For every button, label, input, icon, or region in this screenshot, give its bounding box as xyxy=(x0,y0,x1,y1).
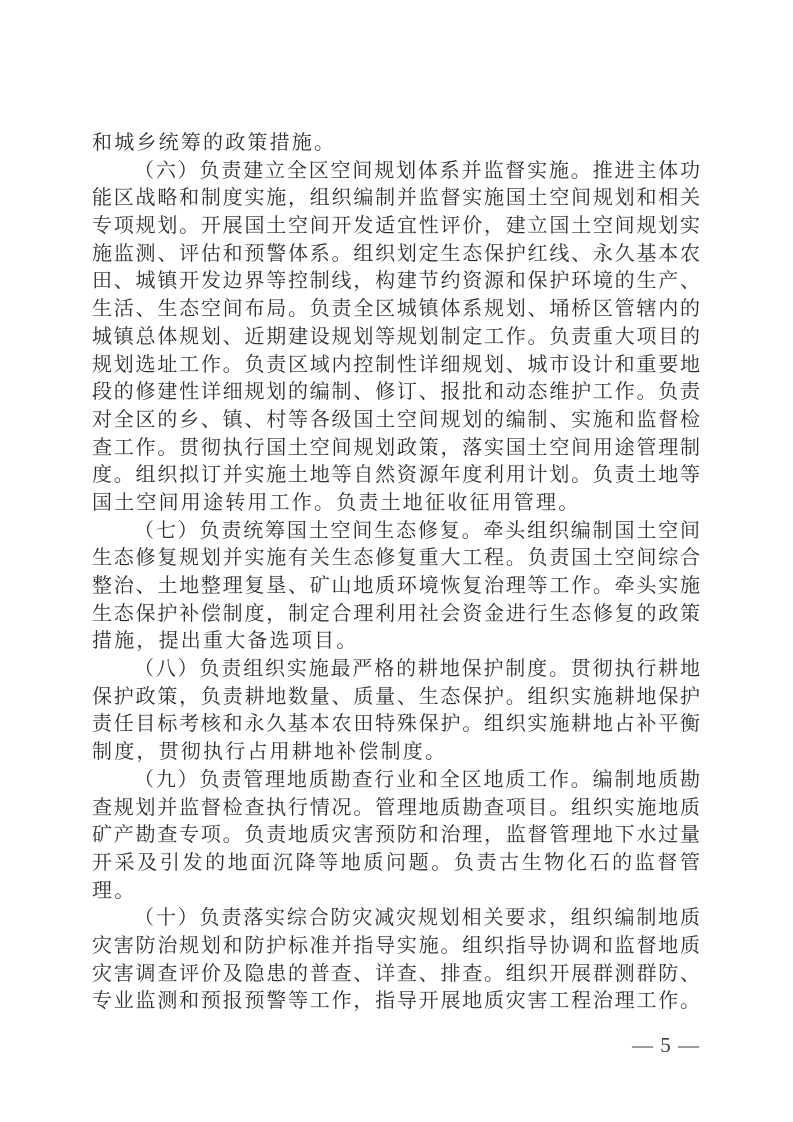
text-line: 度。组织拟订并实施土地等自然资源年度利用计划。负责土地等 xyxy=(92,464,700,487)
text-line: 田、城镇开发边界等控制线，构建节约资源和保护环境的生产、 xyxy=(92,270,700,293)
text-line: 国土空间用途转用工作。负责土地征收征用管理。 xyxy=(92,491,581,514)
text-line: 查工作。贯彻执行国土空间规划政策，落实国土空间用途管理制 xyxy=(92,436,700,459)
page-number: — 5 — xyxy=(632,1033,700,1057)
text-line: 保护政策，负责耕地数量、质量、生态保护。组织实施耕地保护 xyxy=(92,685,700,708)
text-line: 生态保护补偿制度，制定合理利用社会资金进行生态修复的政策 xyxy=(92,602,700,625)
text-line: 城镇总体规划、近期建设规划等规划制定工作。负责重大项目的 xyxy=(92,325,700,348)
text-line: 生态修复规划并实施有关生态修复重大工程。负责国土空间综合 xyxy=(92,547,700,570)
text-line: 生活、生态空间布局。负责全区城镇体系规划、埇桥区管辖内的 xyxy=(92,298,700,321)
text-line: 灾害调查评价及隐患的普查、详查、排查。组织开展群测群防、 xyxy=(92,962,700,985)
text-line: 专业监测和预报预警等工作，指导开展地质灾害工程治理工作。 xyxy=(92,990,700,1013)
text-line: 制度，贯彻执行占用耕地补偿制度。 xyxy=(92,741,448,764)
text-line: 理。 xyxy=(92,879,137,902)
text-line: 专项规划。开展国土空间开发适宜性评价，建立国土空间规划实 xyxy=(92,215,700,238)
text-line: 责任目标考核和永久基本农田特殊保护。组织实施耕地占补平衡 xyxy=(92,713,700,736)
text-line: 灾害防治规划和防护标准并指导实施。组织指导协调和监督地质 xyxy=(92,934,700,957)
text-line: 段的修建性详细规划的编制、修订、报批和动态维护工作。负责 xyxy=(92,381,700,404)
text-line: 开采及引发的地面沉降等地质问题。负责古生物化石的监督管 xyxy=(92,851,700,874)
text-line: （八）负责组织实施最严格的耕地保护制度。贯彻执行耕地 xyxy=(134,658,700,681)
text-line: （七）负责统筹国土空间生态修复。牵头组织编制国土空间 xyxy=(134,519,700,542)
text-line: （十）负责落实综合防灾减灾规划相关要求，组织编制地质 xyxy=(134,907,700,930)
text-line: 和城乡统筹的政策措施。 xyxy=(92,132,337,154)
text-line: 矿产勘查专项。负责地质灾害预防和治理，监督管理地下水过量 xyxy=(92,824,700,847)
text-line: 规划选址工作。负责区域内控制性详细规划、城市设计和重要地 xyxy=(92,353,700,376)
document-body xyxy=(92,130,700,1016)
text-line: 对全区的乡、镇、村等各级国土空间规划的编制、实施和监督检 xyxy=(92,408,700,431)
text-line: 整治、土地整理复垦、矿山地质环境恢复治理等工作。牵头实施 xyxy=(92,575,700,597)
text-line: 查规划并监督检查执行情况。管理地质勘查项目。组织实施地质 xyxy=(92,796,700,819)
text-line: 施监测、评估和预警体系。组织划定生态保护红线、永久基本农 xyxy=(92,242,700,265)
text-line: 能区战略和制度实施，组织编制并监督实施国土空间规划和相关 xyxy=(92,187,700,210)
text-line: （九）负责管理地质勘查行业和全区地质工作。编制地质勘 xyxy=(134,768,700,791)
text-line: 措施，提出重大备选项目。 xyxy=(92,630,359,653)
text-line: （六）负责建立全区空间规划体系并监督实施。推进主体功 xyxy=(134,159,700,182)
